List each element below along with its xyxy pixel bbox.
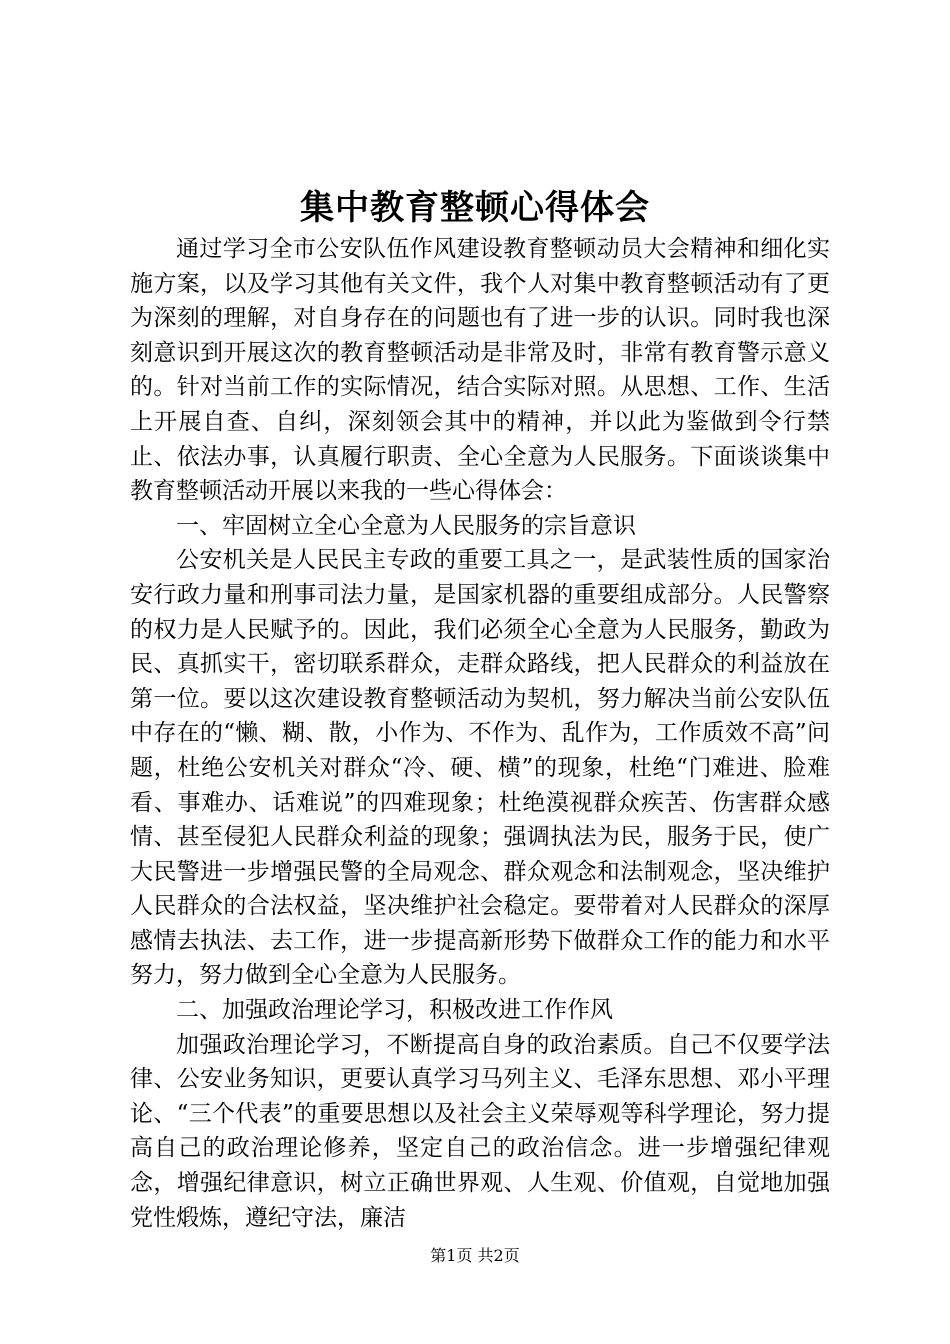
section-heading-2: 二、加强政治理论学习，积极改进工作作风: [176, 997, 613, 1024]
document-body: [130, 232, 830, 1235]
section-paragraph-1: 公安机关是人民民主专政的重要工具之一，是武装性质的国家治安行政力量和刑事司法力量，是国家机器的重要组成部分。人民警察的权力是人民赋予的。因此，我们必须全心全意为人民服务，勤政为民、真抓实干，密切联系群众，走群众路线，把人民群众的利益放在第一位。要以这次建设教育整顿活动为契机，努力解决当前公安队伍中存在的“懒、糊、散，小作为、不作为、乱作为，工作质效不高”问题，杜绝公安机关对群众“冷、硬、横”的现象，杜绝“门难进、脸难看、事难办、话难说”的四难现象；杜绝漠视群众疾苦、伤害群众感情、甚至侵犯人民群众利益的现象；强调执法为民，服务于民，使广大民警进一步增强民警的全局观念、群众观念和法制观念，坚决维护人民群众的合法权益，坚决维护社会稳定。要带着对人民群众的深厚感情去执法、去工作，进一步提高新形势下做群众工作的能力和水平努力，努力做到全心全意为人民服务。: [130, 547, 830, 989]
section-heading-1: 一、牢固树立全心全意为人民服务的宗旨意识: [176, 512, 636, 539]
page-footer: 第1页 共2页: [430, 1246, 520, 1265]
document-title: 集中教育整顿心得体会: [300, 188, 650, 228]
intro-paragraph: 通过学习全市公安队伍作风建设教育整顿动员大会精神和细化实施方案，以及学习其他有关文件，我个人对集中教育整顿活动有了更为深刻的理解，对自身存在的问题也有了进一步的认识。同时我也深刻意识到开展这次的教育整顿活动是非常及时，非常有教育警示意义的。针对当前工作的实际情况，结合实际对照。从思想、工作、生活上开展自查、自纠，深刻领会其中的精神，并以此为鉴做到令行禁止、依法办事，认真履行职责、全心全意为人民服务。下面谈谈集中教育整顿活动开展以来我的一些心得体会：: [130, 236, 830, 505]
section-paragraph-2: 加强政治理论学习，不断提高自身的政治素质。自己不仅要学法律、公安业务知识，更要认真学习马列主义、毛泽东思想、邓小平理论、“三个代表”的重要思想以及社会主义荣辱观等科学理论，努力提高自己的政治理论修养，坚定自己的政治信念。进一步增强纪律观念，增强纪律意识，树立正确世界观、人生观、价值观，自觉地加强党性煅炼，遵纪守法，廉洁: [130, 1031, 830, 1231]
